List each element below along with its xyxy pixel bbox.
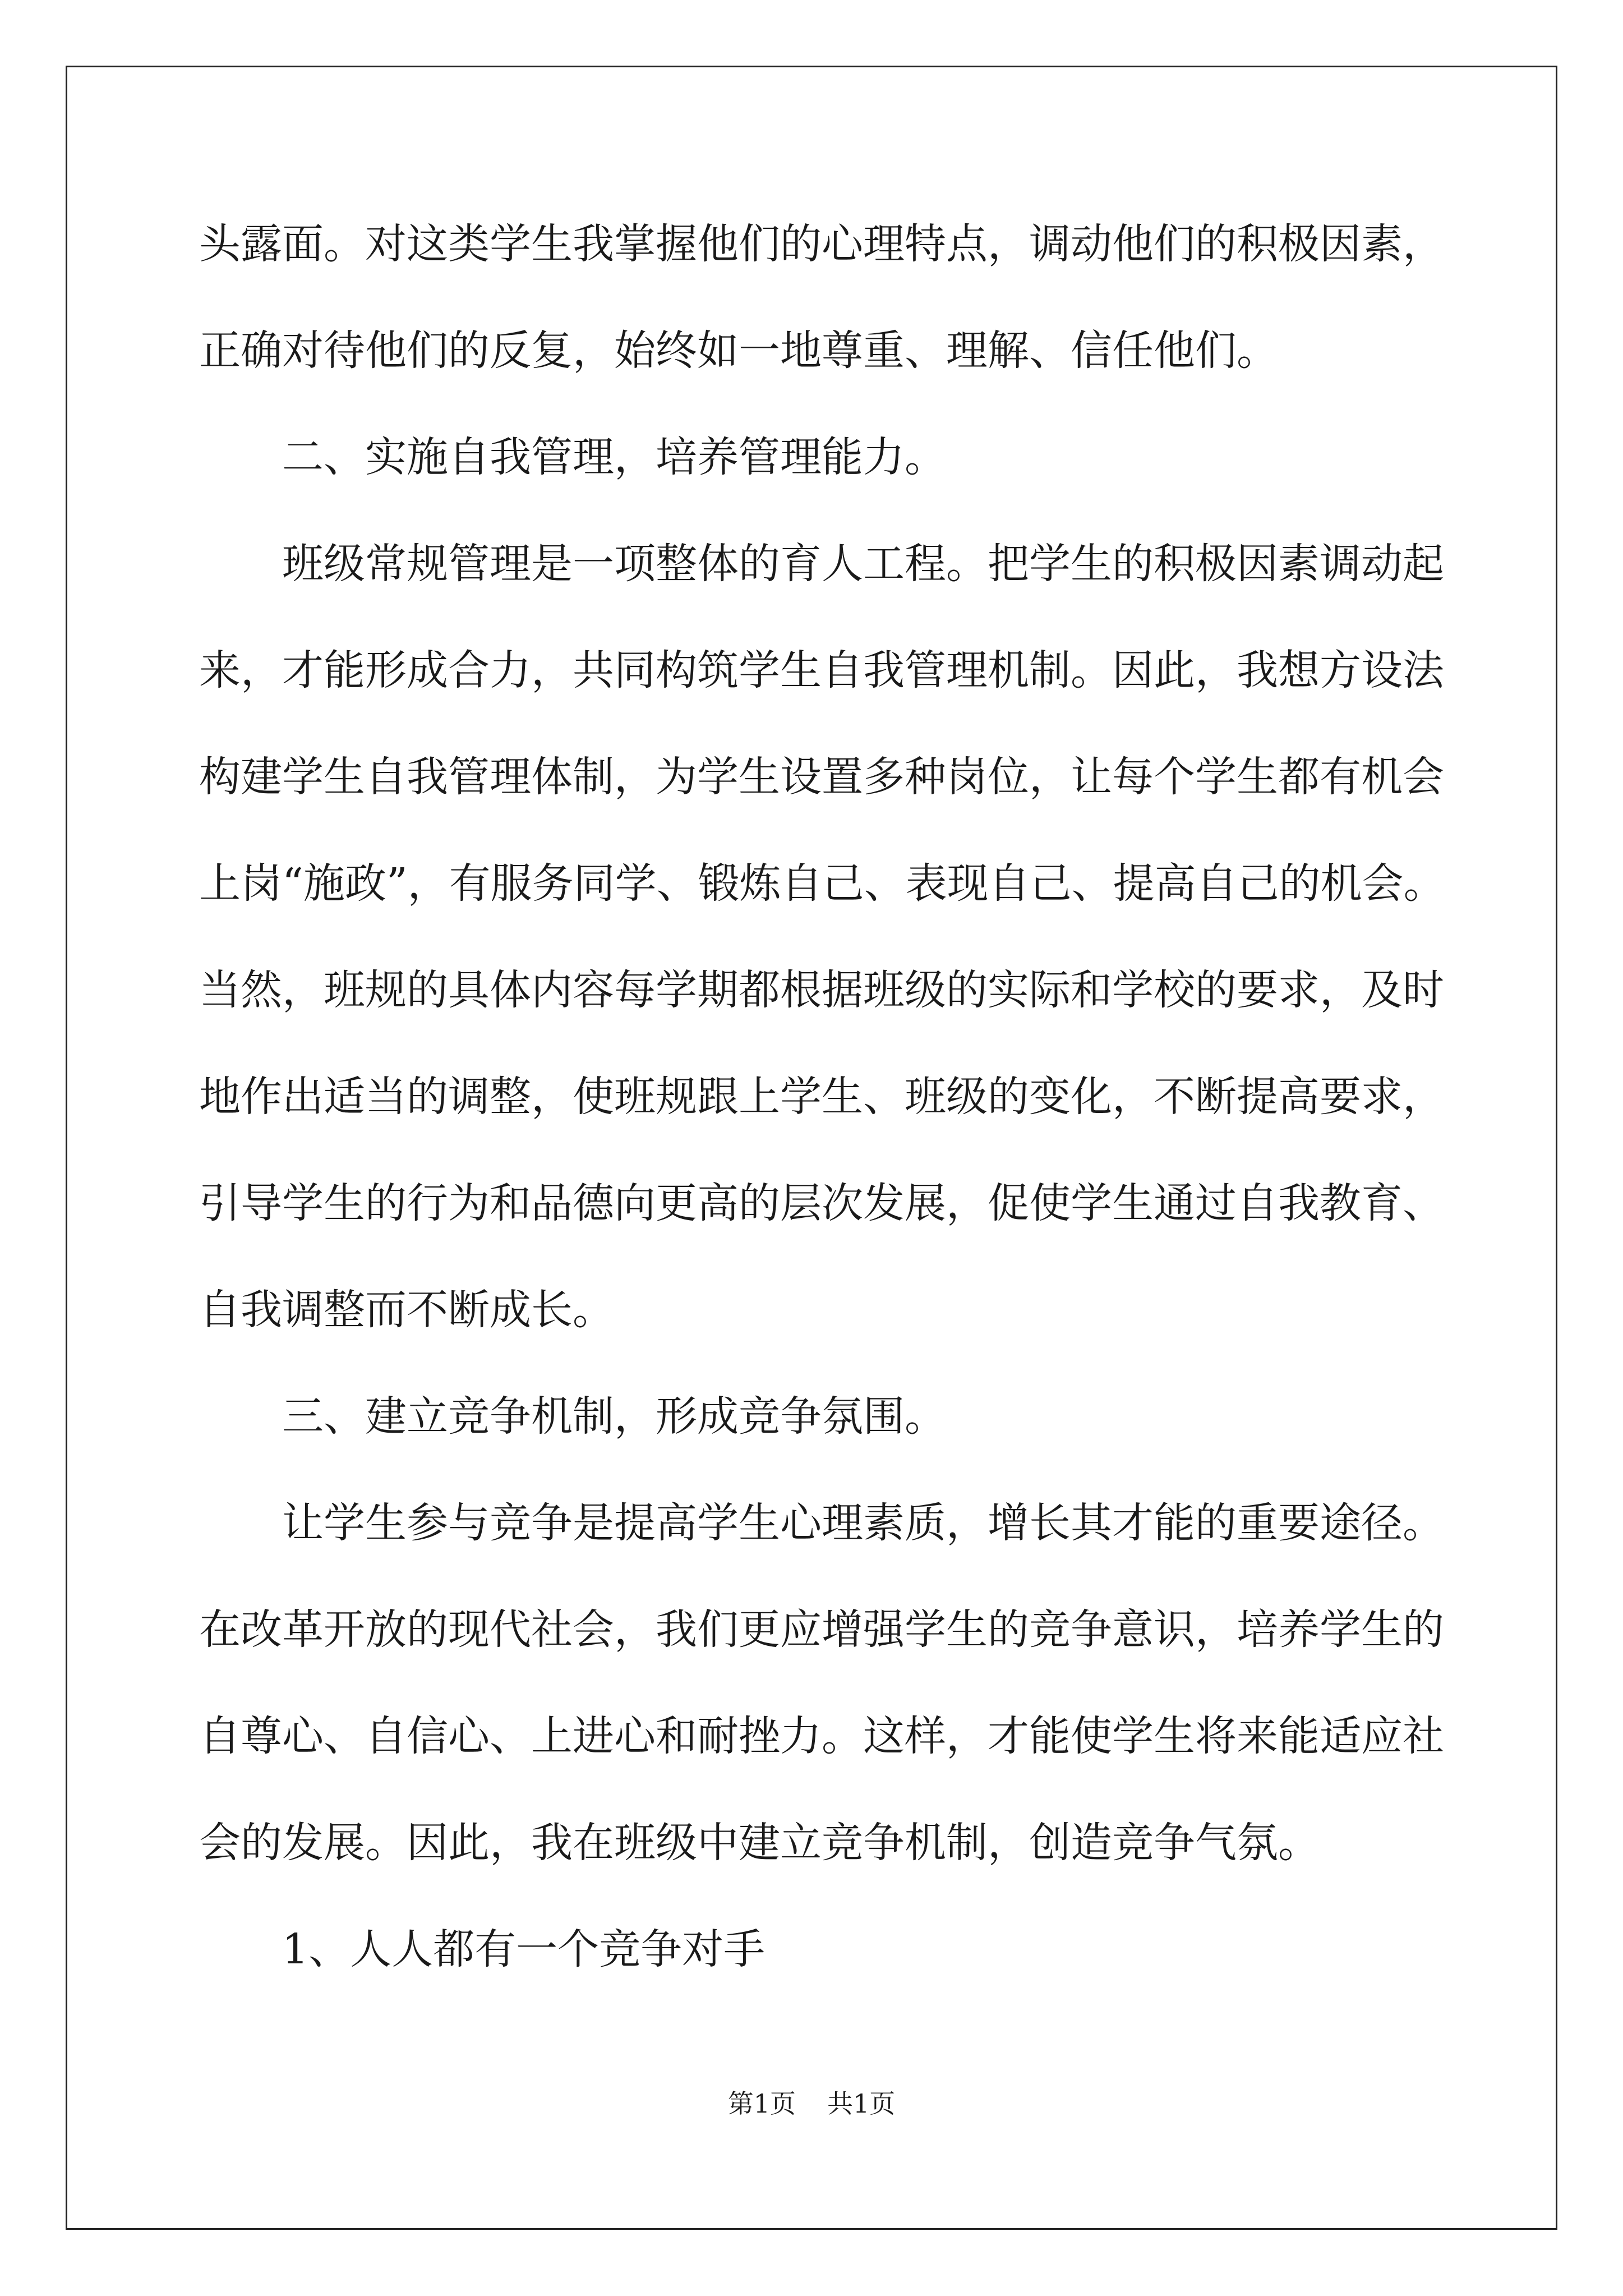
text-line-16: 会的发展。因此，我在班级中建立竞争机制，创造竞争气氛。 <box>199 1819 1320 1867</box>
text-line-11: 自我调整而不断成长。 <box>199 1286 614 1334</box>
text-line-6: 构建学生自我管理体制，为学生设置多种岗位，让每个学生都有机会 <box>199 753 1444 801</box>
text-line-1: 头露面。对这类学生我掌握他们的心理特点，调动他们的积极因素， <box>199 220 1444 268</box>
document-body <box>199 191 1489 2003</box>
list-item-1: 1、人人都有一个竞争对手 <box>282 1925 766 1973</box>
text-line-8: 当然，班规的具体内容每学期都根据班级的实际和学校的要求，及时 <box>199 966 1444 1014</box>
page-footer <box>0 2087 1623 2120</box>
text-line-15: 自尊心、自信心、上进心和耐挫力。这样，才能使学生将来能适应社 <box>199 1712 1444 1760</box>
section-heading-3: 三、建立竞争机制，形成竞争氛围。 <box>282 1392 946 1441</box>
section-heading-2: 二、实施自我管理，培养管理能力。 <box>282 433 946 481</box>
text-line-13: 让学生参与竞争是提高学生心理素质，增长其才能的重要途径。 <box>282 1499 1444 1547</box>
page-total: 共1页 <box>827 2088 896 2119</box>
text-line-7: 上岗“施政”，有服务同学、锻炼自己、表现自己、提高自己的机会。 <box>199 859 1445 908</box>
text-line-2: 正确对待他们的反复，始终如一地尊重、理解、信任他们。 <box>199 326 1278 375</box>
text-line-5: 来，才能形成合力，共同构筑学生自我管理机制。因此，我想方设法 <box>199 646 1444 694</box>
text-line-14: 在改革开放的现代社会，我们更应增强学生的竞争意识，培养学生的 <box>199 1605 1444 1654</box>
text-line-4: 班级常规管理是一项整体的育人工程。把学生的积极因素调动起 <box>282 540 1444 588</box>
text-line-10: 引导学生的行为和品德向更高的层次发展，促使学生通过自我教育、 <box>199 1179 1444 1227</box>
text-line-9: 地作出适当的调整，使班规跟上学生、班级的变化，不断提高要求， <box>199 1073 1444 1121</box>
page-number: 第1页 <box>727 2088 796 2119</box>
